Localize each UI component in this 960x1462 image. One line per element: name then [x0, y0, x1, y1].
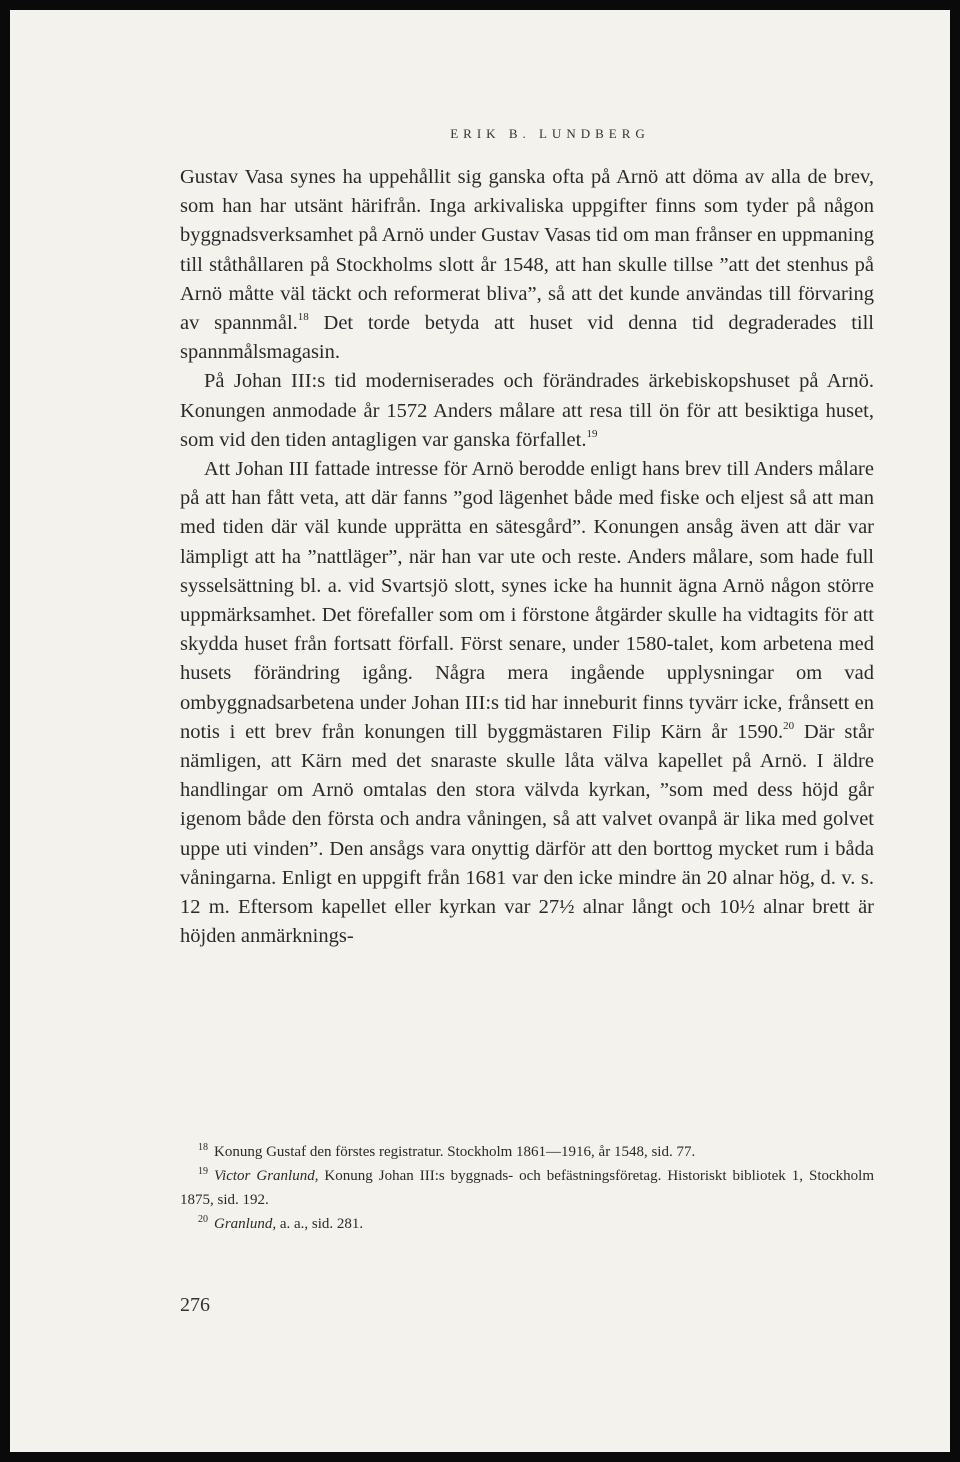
footnote-number: 20 [198, 1214, 208, 1225]
footnotes [180, 1140, 874, 1236]
running-head: ERIK B. LUNDBERG [450, 126, 650, 141]
footnote-20 [180, 1212, 874, 1236]
paragraph-text: Där står nämligen, att Kärn med det snaraste skulle låta välva kapellet på Arnö. I äldre handlingar om Arnö omtalas den stora välvda kyrkan, ”som med dess höjd går igenom både den första och andra våningen, så att valvet ovanpå är lika med golvet uppe uti vinden”. Den ansågs vara onyttig därför att den borttog mycket rum i båda våningarna. Enligt en uppgift från 1681 var den icke mindre än 20 alnar hög, d. v. s. 12 m. Eftersom kapellet eller kyrkan var 27½ alnar långt och 10½ alnar brett är höjden anmärknings- [180, 720, 874, 948]
document-page [10, 10, 950, 1452]
footnote-text: a. a., sid. 281. [276, 1216, 364, 1232]
footnote-author: Victor Granlund, [214, 1168, 319, 1184]
footnote-ref-18[interactable]: 18 [297, 311, 309, 324]
body-text [180, 163, 874, 951]
paragraph-text: Gustav Vasa synes ha uppehållit sig ganska ofta på Arnö att döma av alla de brev, som han har utsänt härifrån. Inga arkivaliska uppgifter finns som tyder på någon byggnadsverksamhet på Arnö under Gustav Vasas tid om man frånser en uppmaning till ståthållaren på Stockholms slott år 1548, att han skulle tillse ”att det stenhus på Arnö måtte väl täckt och reformerat bliva”, så att det kunde användas till förvaring av spannmål. [180, 166, 874, 335]
paragraph-text: Att Johan III fattade intresse för Arnö berodde enligt hans brev till Anders målare på att han fått veta, att där fanns ”god lägenhet både med fiske och eljest så att man med tiden där väl kunde upprätta en sätesgård”. Konungen ansåg även att där var lämpligt att ha ”nattläger”, när han var ute och reste. Anders målare, som hade full sysselsättning bl. a. vid Svartsjö slott, synes icke ha hunnit ägna Arnö någon större uppmärksamhet. Det förefaller som om i förstone åtgärder skulle ha vidtagits för att skydda huset från fortsatt förfall. Först senare, under 1580-talet, kom arbetena med husets förändring igång. Några mera ingående upplysningar om vad ombyggnadsarbetena under Johan III:s tid har inneburit finns tyvärr icke, frånsett en notis i ett brev från konungen till byggmästaren Filip Kärn år 1590. [180, 458, 874, 743]
footnote-author: Granlund, [214, 1216, 277, 1232]
paragraph-text: På Johan III:s tid moderniserades och förändrades ärkebiskopshuset på Arnö. Konungen anmodade år 1572 Anders målare att resa till ön för att besiktiga huset, som vid den tiden antagligen var ganska förfallet. [180, 370, 874, 451]
paragraph-1 [180, 163, 874, 367]
paragraph-2 [180, 367, 874, 455]
footnote-number: 19 [198, 1166, 208, 1177]
page-number: 276 [180, 1294, 210, 1316]
footnote-19 [180, 1164, 874, 1212]
paragraph-3 [180, 455, 874, 951]
footnote-number: 18 [198, 1142, 208, 1153]
footnote-text: Konung Johan III:s byggnads- och befästningsföretag. Historiskt bibliotek 1, Stockholm 1875, sid. 192. [180, 1168, 875, 1208]
footnote-ref-20[interactable]: 20 [783, 719, 795, 732]
footnote-text: Konung Gustaf den förstes registratur. Stockholm 1861—1916, år 1548, sid. 77. [214, 1144, 696, 1160]
footnote-ref-19[interactable]: 19 [586, 427, 598, 440]
paragraph-text: Det torde betyda att huset vid denna tid degraderades till spannmålsmagasin. [180, 312, 874, 364]
footnote-18 [180, 1140, 874, 1164]
